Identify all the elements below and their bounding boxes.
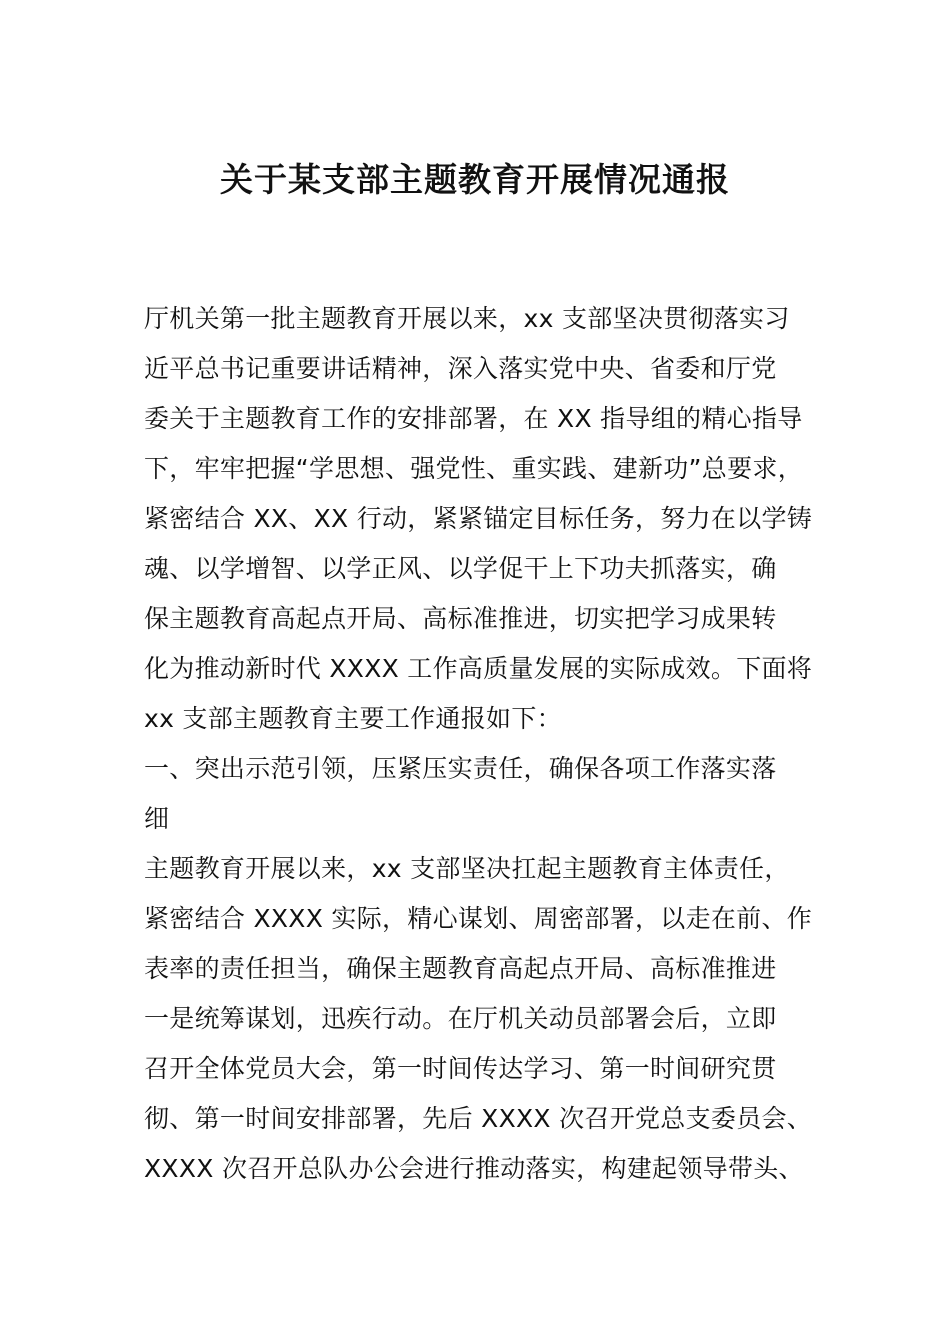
body-line: 表率的责任担当，确保主题教育高起点开局、高标准推进 [144, 954, 777, 983]
document-title: 关于某支部主题教育开展情况通报 [220, 160, 730, 199]
body-line: 紧密结合 XX、XX 行动，紧紧锚定目标任务，努力在以学铸 [144, 504, 813, 533]
body-line: 彻、第一时间安排部署，先后 XXXX 次召开党总支委员会、 [144, 1104, 813, 1133]
section-heading-line: 细 [144, 804, 170, 833]
body-line: 魂、以学增智、以学正风、以学促干上下功夫抓落实，确 [144, 554, 777, 583]
body-line: 紧密结合 XXXX 实际，精心谋划、周密部署，以走在前、作 [144, 904, 813, 933]
body-line: 一是统筹谋划，迅疾行动。在厅机关动员部署会后，立即 [144, 1004, 777, 1033]
body-line: 委关于主题教育工作的安排部署，在 XX 指导组的精心指导 [144, 404, 803, 433]
section-heading-line: 一、突出示范引领，压紧压实责任，确保各项工作落实落 [144, 754, 777, 783]
body-line: 近平总书记重要讲话精神，深入落实党中央、省委和厅党 [144, 354, 777, 383]
body-line: 化为推动新时代 XXXX 工作高质量发展的实际成效。下面将 [144, 654, 813, 683]
body-line: XXXX 次召开总队办公会进行推动落实，构建起领导带头、 [144, 1154, 804, 1183]
body-line: 下，牢牢把握“学思想、强党性、重实践、建新功”总要求， [144, 454, 804, 483]
body-line: 主题教育开展以来，xx 支部坚决扛起主题教育主体责任， [144, 854, 790, 883]
body-line: 召开全体党员大会，第一时间传达学习、第一时间研究贯 [144, 1054, 777, 1083]
document-body [144, 294, 834, 1194]
body-line: xx 支部主题教育主要工作通报如下： [144, 704, 562, 733]
body-line: 保主题教育高起点开局、高标准推进，切实把学习成果转 [144, 604, 777, 633]
body-line: 厅机关第一批主题教育开展以来，xx 支部坚决贯彻落实习 [144, 304, 790, 333]
